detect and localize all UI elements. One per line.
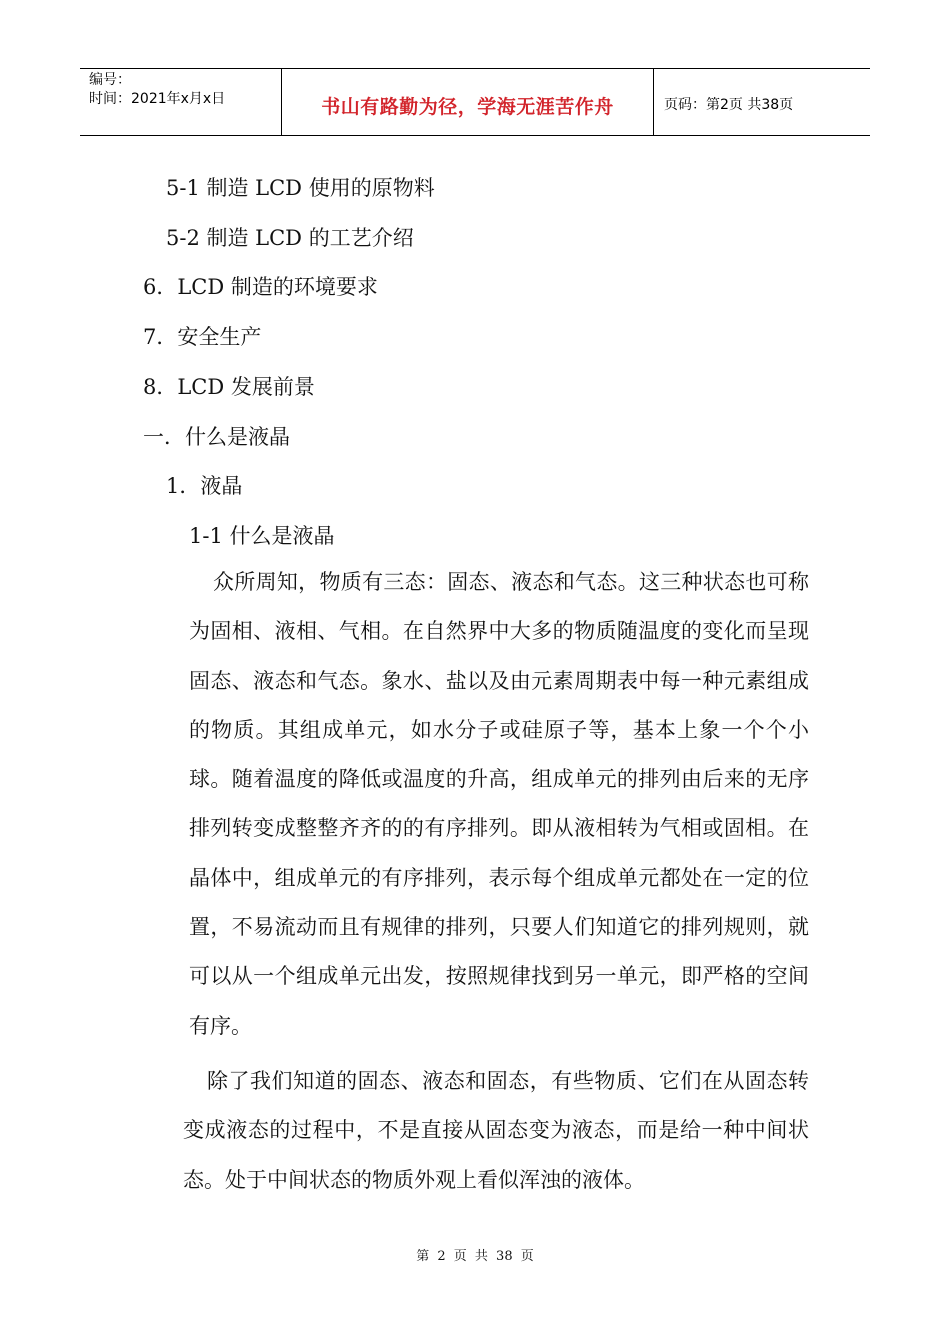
toc-item: 7．安全生产 xyxy=(143,325,262,349)
body-paragraph: 众所周知，物质有三态：固态、液态和气态。这三种状态也可称为固相、液相、气相。在自然界中大多的物质随温度的变化而呈现固态、液态和气态。象水、盐以及由元素周期表中每一种元素组成的物质。其组成单元，如水分子或硅原子等，基本上象一个个小球。随着温度的降低或温度的升高，组成单元的排列由后来的无序排列转变成整整齐齐的的有序排列。即从液相转为气相或固相。在晶体中，组成单元的有序排列，表示每个组成单元都处在一定的位置，不易流动而且有规律的排列，只要人们知道它的排列规则，就可以从一个组成单元出发，按照规律找到另一单元，即严格的空间有序。 xyxy=(189,570,809,1038)
header-meta xyxy=(80,69,282,135)
document-number-label: 编号： xyxy=(89,72,131,88)
toc-item: 5-1 制造 LCD 使用的原物料 xyxy=(166,176,435,200)
document-date: 时间：2021年x月x日 xyxy=(89,91,226,107)
page-header xyxy=(80,68,870,136)
subsubsection-heading: 1-1 什么是液晶 xyxy=(189,524,335,548)
page-footer: 第 2 页 共 38 页 xyxy=(416,1249,534,1264)
toc-item: 5-2 制造 LCD 的工艺介绍 xyxy=(166,226,414,250)
header-motto: 书山有路勤为径，学海无涯苦作舟 xyxy=(282,69,654,135)
toc-item: 6．LCD 制造的环境要求 xyxy=(143,275,378,299)
toc-item: 8．LCD 发展前景 xyxy=(143,375,315,399)
header-page-info: 页码：第2页 共38页 xyxy=(664,97,794,113)
body-paragraph: 除了我们知道的固态、液态和固态，有些物质、它们在从固态转变成液态的过程中，不是直接从固态变为液态，而是给一种中间状态。处于中间状态的物质外观上看似浑浊的液体。 xyxy=(183,1069,809,1192)
subsection-heading: 1．液晶 xyxy=(166,474,243,498)
section-heading: 一．什么是液晶 xyxy=(143,425,290,449)
